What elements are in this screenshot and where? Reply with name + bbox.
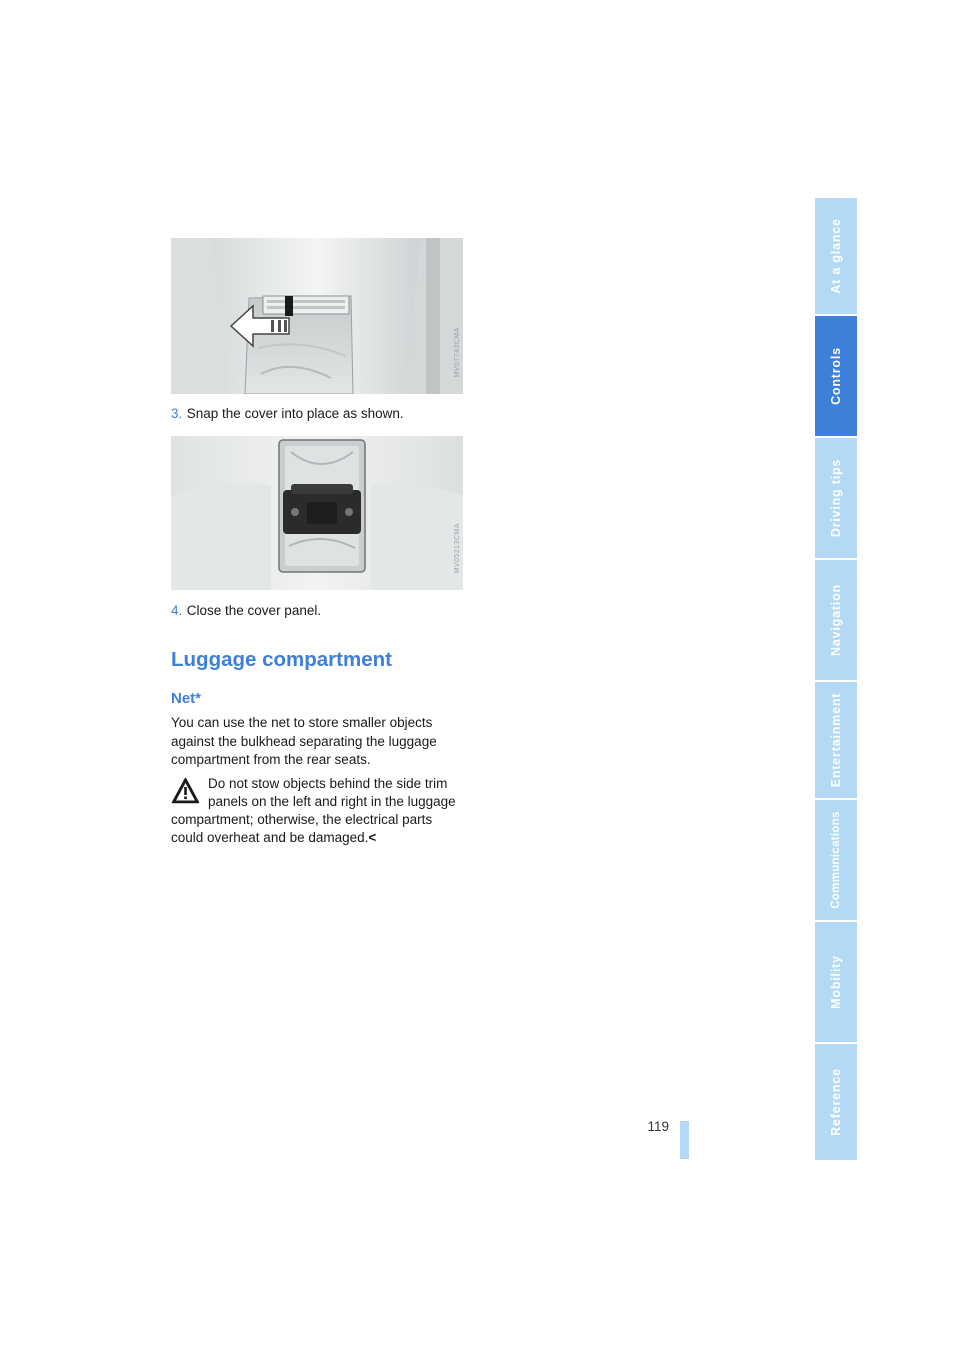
tab-at-a-glance[interactable]: [815, 198, 857, 316]
tab-reference[interactable]: [815, 1044, 857, 1160]
tab-controls[interactable]: [815, 316, 857, 438]
step-text: Close the cover panel.: [186, 603, 322, 618]
page-number-bar: [680, 1121, 689, 1159]
body-paragraph: You can use the net to store smaller objects against the bulkhead separating the luggage compartment from the rear seats.: [171, 715, 437, 767]
tab-communications[interactable]: [815, 800, 857, 922]
cover-snapped-drawing: [171, 436, 463, 590]
step-4: [171, 602, 321, 620]
tab-label: Mobility: [829, 955, 843, 1009]
warning-line: panels on the left and right in the luggage: [208, 794, 456, 809]
warning-line-last: [171, 829, 376, 848]
step-3: [171, 405, 404, 423]
tab-mobility[interactable]: [815, 922, 857, 1044]
tab-navigation[interactable]: [815, 560, 857, 682]
section-subtitle: Net*: [171, 690, 202, 707]
tab-label: Reference: [829, 1068, 843, 1136]
page-number: 119: [647, 1119, 669, 1134]
tab-label: Entertainment: [829, 692, 843, 788]
step-number: 3.: [171, 406, 183, 421]
tab-driving-tips[interactable]: [815, 438, 857, 560]
end-mark: <: [368, 830, 377, 845]
step-number: 4.: [171, 603, 183, 618]
warning-triangle-icon: [171, 777, 200, 804]
chapter-sidebar: [815, 198, 857, 1160]
warning-text: could overheat and be damaged.: [171, 830, 369, 845]
illustration-cover-insert: [171, 238, 463, 394]
step-text: Snap the cover into place as shown.: [186, 406, 404, 421]
section-title: Luggage compartment: [171, 648, 392, 671]
tab-label: Driving tips: [829, 458, 843, 538]
tab-label: Controls: [829, 347, 843, 405]
warning-line: Do not stow objects behind the side trim: [208, 776, 448, 791]
tab-entertainment[interactable]: [815, 682, 857, 800]
figure-code: MV07743CMA: [454, 327, 461, 378]
cover-insert-drawing: [171, 238, 463, 394]
tab-label: Navigation: [829, 584, 843, 656]
warning-line: compartment; otherwise, the electrical parts: [171, 812, 433, 827]
illustration-cover-snapped: [171, 436, 463, 590]
tab-label: At a glance: [829, 218, 843, 294]
tab-label: Communications: [830, 811, 842, 909]
figure-code: MV05213CMA: [454, 523, 461, 574]
